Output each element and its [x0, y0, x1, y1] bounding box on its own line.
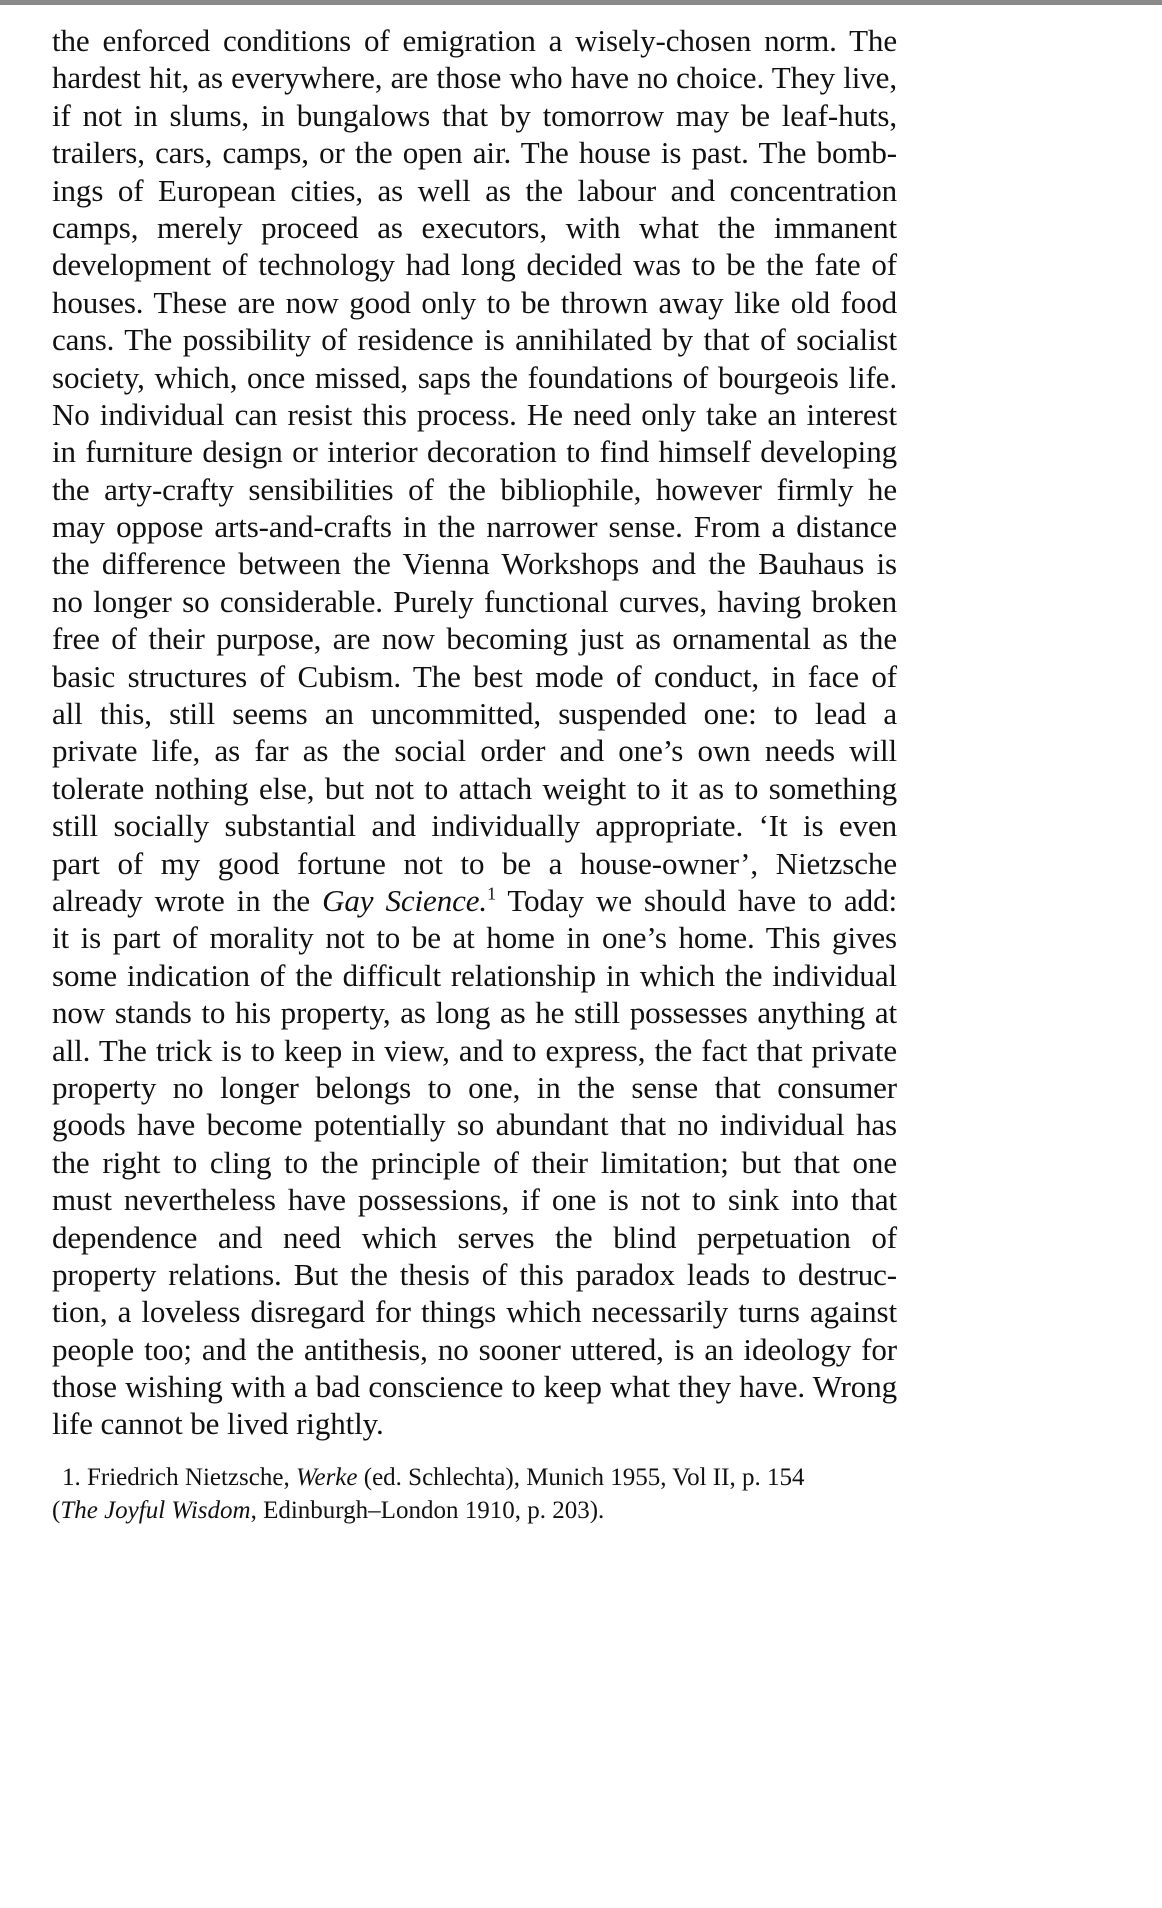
text-line: all this, still seems an uncommitted, suspended one: to lead a [52, 696, 897, 732]
text-line-gay-science [52, 882, 897, 919]
footnote-line [52, 1494, 897, 1527]
footnote-text: (ed. Schlechta), Munich 1955, Vol II, p. 154 [357, 1463, 805, 1491]
text-segment: already wrote in the [52, 882, 323, 918]
text-line: people too; and the antithesis, no sooner uttered, is an ideology for [52, 1331, 897, 1367]
text-line: the enforced conditions of emigration a wisely-chosen norm. The [52, 23, 897, 58]
text-line: goods have become potentially so abundant that no individual has [52, 1107, 897, 1143]
footnote-title-werke: Werke [295, 1463, 358, 1491]
text-segment: Today we should have to add: [495, 882, 897, 918]
text-line: private life, as far as the social order and one’s own needs will [52, 733, 897, 769]
text-line: property relations. But the thesis of this paradox leads to destruc- [52, 1256, 897, 1292]
book-page [52, 22, 897, 1527]
text-line: tolerate nothing else, but not to attach weight to it as to something [52, 770, 897, 806]
text-line: hardest hit, as everywhere, are those who have no choice. They live, [52, 60, 897, 96]
text-line: the difference between the Vienna Workshops and the Bauhaus is [52, 546, 897, 582]
text-line: it is part of morality not to be at home in one’s home. This gives [52, 920, 897, 956]
footnote-title-joyful-wisdom: The Joyful Wisdom [60, 1496, 251, 1524]
page-top-border [0, 0, 1162, 5]
text-line: the right to cling to the principle of their limitation; but that one [52, 1144, 897, 1180]
text-line: tion, a loveless disregard for things which necessarily turns against [52, 1294, 897, 1330]
text-line: the arty-crafty sensibilities of the bibliophile, however firmly he [52, 471, 897, 507]
text-line: cans. The possibility of residence is annihilated by that of socialist [52, 322, 897, 358]
footnote-line [52, 1461, 897, 1494]
text-line: if not in slums, in bungalows that by tomorrow may be leaf-huts, [52, 97, 897, 133]
text-line: still socially substantial and individually appropriate. ‘It is even [52, 808, 897, 844]
text-line: society, which, once missed, saps the foundations of bourgeois life. [52, 359, 897, 395]
footnote-marker: 1 [487, 883, 496, 904]
text-line: free of their purpose, are now becoming just as ornamental as the [52, 621, 897, 657]
text-line: now stands to his property, as long as he still possesses anything at [52, 995, 897, 1031]
text-line-last: life cannot be lived rightly. [52, 1406, 384, 1442]
text-line: dependence and need which serves the blind perpetuation of [52, 1219, 897, 1255]
text-line: camps, merely proceed as executors, with what the immanent [52, 209, 897, 245]
text-line: all. The trick is to keep in view, and to express, the fact that private [52, 1032, 897, 1068]
text-line: houses. These are now good only to be thrown away like old food [52, 284, 897, 320]
body-text [52, 22, 897, 1443]
footnote [52, 1461, 897, 1527]
text-line: some indication of the difficult relationship in which the individual [52, 957, 897, 993]
footnote-text: , Edinburgh–London 1910, p. 203). [250, 1496, 605, 1524]
text-line: property no longer belongs to one, in the sense that consumer [52, 1069, 897, 1105]
text-line: part of my good fortune not to be a house-owner’, Nietzsche [52, 845, 897, 881]
text-line: no longer so considerable. Purely functional curves, having broken [52, 583, 897, 619]
text-line: in furniture design or interior decoration to find himself developing [52, 434, 897, 470]
text-line: No individual can resist this process. He need only take an interest [52, 396, 897, 432]
text-line: may oppose arts-and-crafts in the narrower sense. From a distance [52, 509, 897, 545]
footnote-text: ( [52, 1496, 61, 1524]
text-line: those wishing with a bad conscience to keep what they have. Wrong [52, 1369, 897, 1405]
text-line: basic structures of Cubism. The best mode of conduct, in face of [52, 658, 897, 694]
footnote-text: Friedrich Nietzsche, [80, 1463, 296, 1491]
text-line: development of technology had long decided was to be the fate of [52, 247, 897, 283]
text-line: must nevertheless have possessions, if one is not to sink into that [52, 1182, 897, 1218]
book-title-gay-science: Gay Science. [322, 882, 488, 918]
footnote-number: 1. [62, 1463, 81, 1491]
text-line: ings of European cities, as well as the labour and concentration [52, 172, 897, 208]
text-line: trailers, cars, camps, or the open air. The house is past. The bomb- [52, 135, 897, 171]
